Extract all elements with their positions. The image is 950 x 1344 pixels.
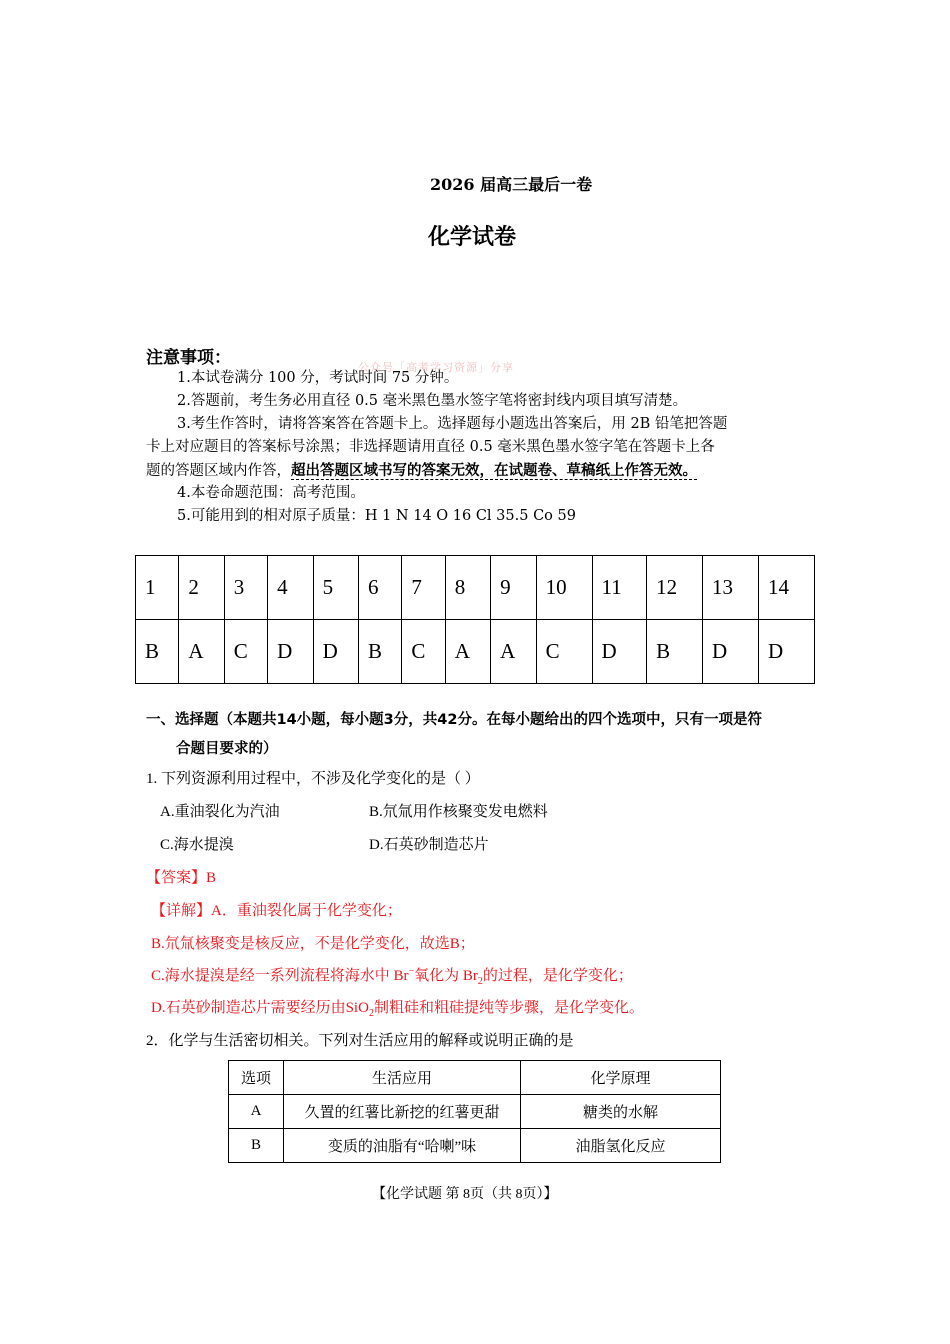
exam-subtitle: 2026 届高三最后一卷 xyxy=(430,175,593,194)
q2-cell: B xyxy=(229,1129,284,1163)
q2-table-row xyxy=(229,1129,721,1163)
answer-key-number: 3 xyxy=(224,556,267,620)
answer-key-answer: D xyxy=(703,620,759,684)
notice-line-2: 2.答题前，考生务必用直径 0.5 毫米黑色墨水签字笔将密封线内项目填写清楚。 xyxy=(177,393,688,409)
q1-explain-d-part1: D.石英砂制造芯片需要经历由SiO xyxy=(151,1000,369,1016)
answer-key-answer: C xyxy=(224,620,267,684)
notice-line-1: 1.本试卷满分 100 分，考试时间 75 分钟。 xyxy=(177,370,459,386)
answer-key-number-row xyxy=(136,556,815,620)
q1-explain-c-part3: 的过程，是化学变化； xyxy=(482,968,633,984)
answer-key-answer: D xyxy=(313,620,358,684)
notice-heading: 注意事项： xyxy=(146,348,231,368)
q1-option-a: A.重油裂化为汽油 xyxy=(160,804,280,820)
q1-explain-c-part1: C.海水提溴是经一系列流程将海水中 Br xyxy=(151,968,409,984)
q1-explain-b: B.氘氚核聚变是核反应，不是化学变化，故选B； xyxy=(151,936,475,952)
q2-stem: 2．化学与生活密切相关。下列对生活应用的解释或说明正确的是 xyxy=(146,1033,574,1049)
answer-key-number: 6 xyxy=(359,556,402,620)
q1-option-b: B.氘氚用作核聚变发电燃料 xyxy=(369,804,548,820)
q2-cell: 糖类的水解 xyxy=(521,1095,721,1129)
notice-line-7: 5.可能用到的相对原子质量：H 1 N 14 O 16 Cl 35.5 Co 59 xyxy=(177,508,576,524)
q1-explain-d xyxy=(151,996,644,1019)
notice-line-3: 3.考生作答时，请将答案答在答题卡上。选择题每小题选出答案后，用 2B 铅笔把答题 xyxy=(177,416,728,432)
answer-key-number: 12 xyxy=(647,556,703,620)
notice-line-5-text: 题的答题区域内作答， xyxy=(146,463,291,479)
notice-line-5 xyxy=(146,459,697,483)
answer-key-answer: B xyxy=(136,620,179,684)
answer-key-answer: D xyxy=(758,620,814,684)
subscript-two: 2 xyxy=(477,976,483,987)
q2-header-cell: 选项 xyxy=(229,1061,284,1095)
q1-answer: 【答案】B xyxy=(146,870,217,886)
answer-key-number: 9 xyxy=(491,556,536,620)
answer-key-answer: B xyxy=(359,620,402,684)
answer-key-answer: A xyxy=(179,620,224,684)
watermark-text: 公众号「高考学习资源」分享 xyxy=(358,361,514,374)
q1-explain-c xyxy=(151,964,633,987)
notice-warning-underlined: 超出答题区域书写的答案无效，在试题卷、草稿纸上作答无效。 xyxy=(291,462,697,479)
answer-key-answer: A xyxy=(491,620,536,684)
q2-cell: 变质的油脂有“哈喇”味 xyxy=(284,1129,521,1163)
section-heading-cont: 合题目要求的） xyxy=(176,741,278,757)
answer-key-answer-row xyxy=(136,620,815,684)
q1-explain-c-part2: 氧化为 Br xyxy=(414,968,478,984)
answer-key-number: 8 xyxy=(445,556,490,620)
answer-key-number: 1 xyxy=(136,556,179,620)
q2-header-cell: 化学原理 xyxy=(521,1061,721,1095)
page-footer: 【化学试题 第 8页（共 8页）】 xyxy=(372,1187,558,1202)
answer-key-answer: A xyxy=(445,620,490,684)
q1-option-c: C.海水提溴 xyxy=(160,837,234,853)
q1-option-d: D.石英砂制造芯片 xyxy=(369,837,489,853)
section-heading: 一、选择题（本题共14小题，每小题3分，共42分。在每小题给出的四个选项中，只有一项是符 xyxy=(146,712,762,728)
q1-explain-a: 【详解】A．重油裂化属于化学变化； xyxy=(151,903,402,919)
answer-key-answer: D xyxy=(592,620,647,684)
q2-table xyxy=(228,1060,721,1163)
answer-key-number: 10 xyxy=(536,556,592,620)
answer-key-number: 2 xyxy=(179,556,224,620)
notice-line-6: 4.本卷命题范围：高考范围。 xyxy=(177,485,365,501)
answer-key-number: 11 xyxy=(592,556,647,620)
exam-title: 化学试卷 xyxy=(428,225,517,250)
answer-key-number: 14 xyxy=(758,556,814,620)
q2-header-cell: 生活应用 xyxy=(284,1061,521,1095)
subscript-two: 2 xyxy=(368,1008,374,1019)
answer-key-table xyxy=(135,555,815,684)
q1-stem: 1. 下列资源利用过程中，不涉及化学变化的是（ ） xyxy=(146,771,480,787)
q2-cell: 久置的红薯比新挖的红薯更甜 xyxy=(284,1095,521,1129)
answer-key-number: 5 xyxy=(313,556,358,620)
q1-explain-d-part2: 制粗硅和粗硅提纯等步骤，是化学变化。 xyxy=(373,1000,644,1016)
q2-table-row xyxy=(229,1095,721,1129)
q2-table-header xyxy=(229,1061,721,1095)
answer-key-answer: C xyxy=(536,620,592,684)
superscript-minus: − xyxy=(408,966,415,977)
answer-key-number: 7 xyxy=(402,556,445,620)
q2-cell: A xyxy=(229,1095,284,1129)
answer-key-answer: D xyxy=(268,620,313,684)
answer-key-number: 4 xyxy=(268,556,313,620)
answer-key-number: 13 xyxy=(703,556,759,620)
notice-line-4: 卡上对应题目的答案标号涂黑；非选择题请用直径 0.5 毫米黑色墨水签字笔在答题卡上各 xyxy=(146,439,715,455)
answer-key-answer: B xyxy=(647,620,703,684)
q2-cell: 油脂氢化反应 xyxy=(521,1129,721,1163)
answer-key-answer: C xyxy=(402,620,445,684)
